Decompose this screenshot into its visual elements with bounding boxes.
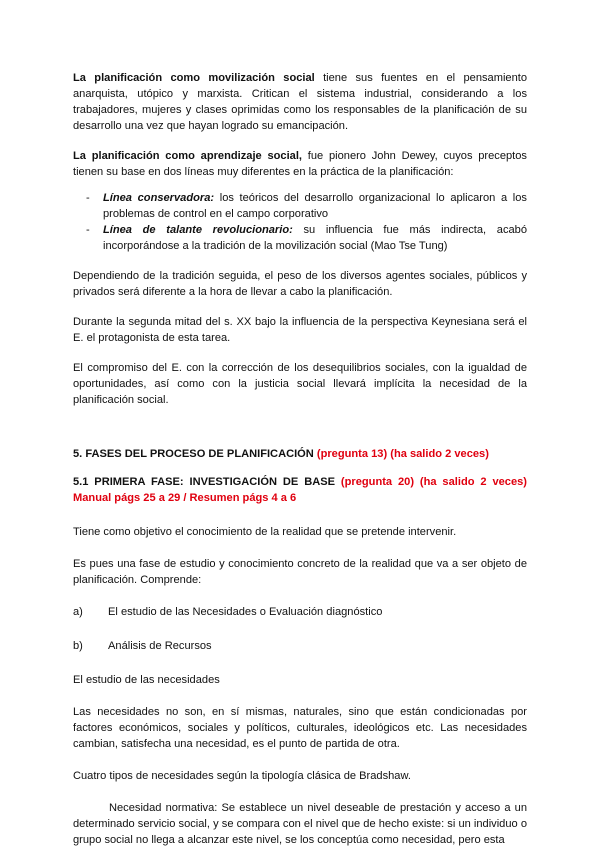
section-title: 5. FASES DEL PROCESO DE PLANIFICACIÓN — [73, 448, 314, 460]
paragraph-estudio-necesidades: El estudio de las necesidades — [73, 674, 220, 686]
paragraph-necesidad-normativa: Necesidad normativa: Se establece un nivel deseable de prestación y acceso a un determinado servicio social, y se compara con el nivel que de hecho existe: si un individuo o grupo social no llega a alcanzar este nivel, se los conceptúa como necesidad, pero esta — [73, 802, 527, 846]
paragraph-bradshaw: Cuatro tipos de necesidades según la tipología clásica de Bradshaw. — [73, 770, 411, 782]
paragraph-tradicion: Dependiendo de la tradición seguida, el peso de los diversos agentes sociales, públicos y privados será diferente a la hora de llevar a cabo la planificación. — [73, 270, 527, 298]
enum-label: b) — [73, 640, 83, 652]
list-item-lead: Línea conservadora: — [103, 192, 215, 204]
list-item — [73, 222, 527, 254]
section-heading-5 — [73, 446, 527, 462]
list-item-text: su influencia fue más indirecta, acabó incorporándose a la tradición de la movilización social (Mao Tse Tung) — [103, 224, 528, 252]
paragraph-objetivo: Tiene como objetivo el conocimiento de la realidad que se pretende intervenir. — [73, 526, 457, 538]
enum-text: Análisis de Recursos — [108, 640, 212, 652]
list-item-text: los teóricos del desarrollo organizacional lo aplicaron a los problemas de control en el campo corporativo — [103, 192, 527, 220]
paragraph-lead: La planificación como movilización social — [73, 72, 315, 84]
enum-item-b — [73, 638, 527, 654]
bullet-list — [73, 190, 527, 254]
paragraph-keynesiana: Durante la segunda mitad del s. XX bajo la influencia de la perspectiva Keynesiana será el E. el protagonista de esta tarea. — [73, 316, 527, 344]
list-item-lead: Línea de talante revolucionario: — [103, 224, 293, 236]
section-note: (pregunta 20) (ha salido 2 veces) Manual págs 25 a 29 / Resumen págs 4 a 6 — [73, 476, 527, 504]
section-title: 5.1 PRIMERA FASE: INVESTIGACIÓN DE BASE — [73, 476, 336, 488]
paragraph-fase-estudio: Es pues una fase de estudio y conocimiento concreto de la realidad que va a ser objeto de planificación. Comprende: — [73, 558, 527, 586]
enum-text: El estudio de las Necesidades o Evaluación diagnóstico — [108, 606, 383, 618]
paragraph-compromiso: El compromiso del E. con la corrección de los desequilibrios sociales, con la igualdad de oportunidades, así como con la justicia social llevará implícita la necesidad de la planificación social. — [73, 362, 527, 406]
paragraph-necesidades: Las necesidades no son, en sí mismas, naturales, sino que están condicionadas por factores económicos, sociales y políticos, culturales, ideológicos etc. Las necesidades cambian, satisfecha una necesidad, es el punto de partida de otra. — [73, 706, 527, 750]
dash-marker: - — [86, 224, 90, 236]
paragraph-text: tiene sus fuentes en el pensamiento anarquista, utópico y marxista. Critican el sistema industrial, considerando a los trabajadores, mujeres y clases oprimidas como los responsables de la planificación de su desarrollo una vez que hayan logrado su emancipación. — [73, 72, 528, 132]
paragraph-movilizacion-social — [73, 70, 527, 134]
paragraph-aprendizaje-social — [73, 148, 527, 180]
enum-label: a) — [73, 606, 83, 618]
paragraph-text: fue pionero John Dewey, cuyos preceptos tienen su base en dos líneas muy diferentes en la práctica de la planificación: — [73, 150, 527, 178]
paragraph-lead: La planificación como aprendizaje social, — [73, 150, 302, 162]
section-heading-5-1 — [73, 474, 527, 506]
section-note: (pregunta 13) (ha salido 2 veces) — [313, 448, 489, 460]
dash-marker: - — [86, 192, 90, 204]
enum-item-a — [73, 604, 527, 620]
list-item — [73, 190, 527, 222]
